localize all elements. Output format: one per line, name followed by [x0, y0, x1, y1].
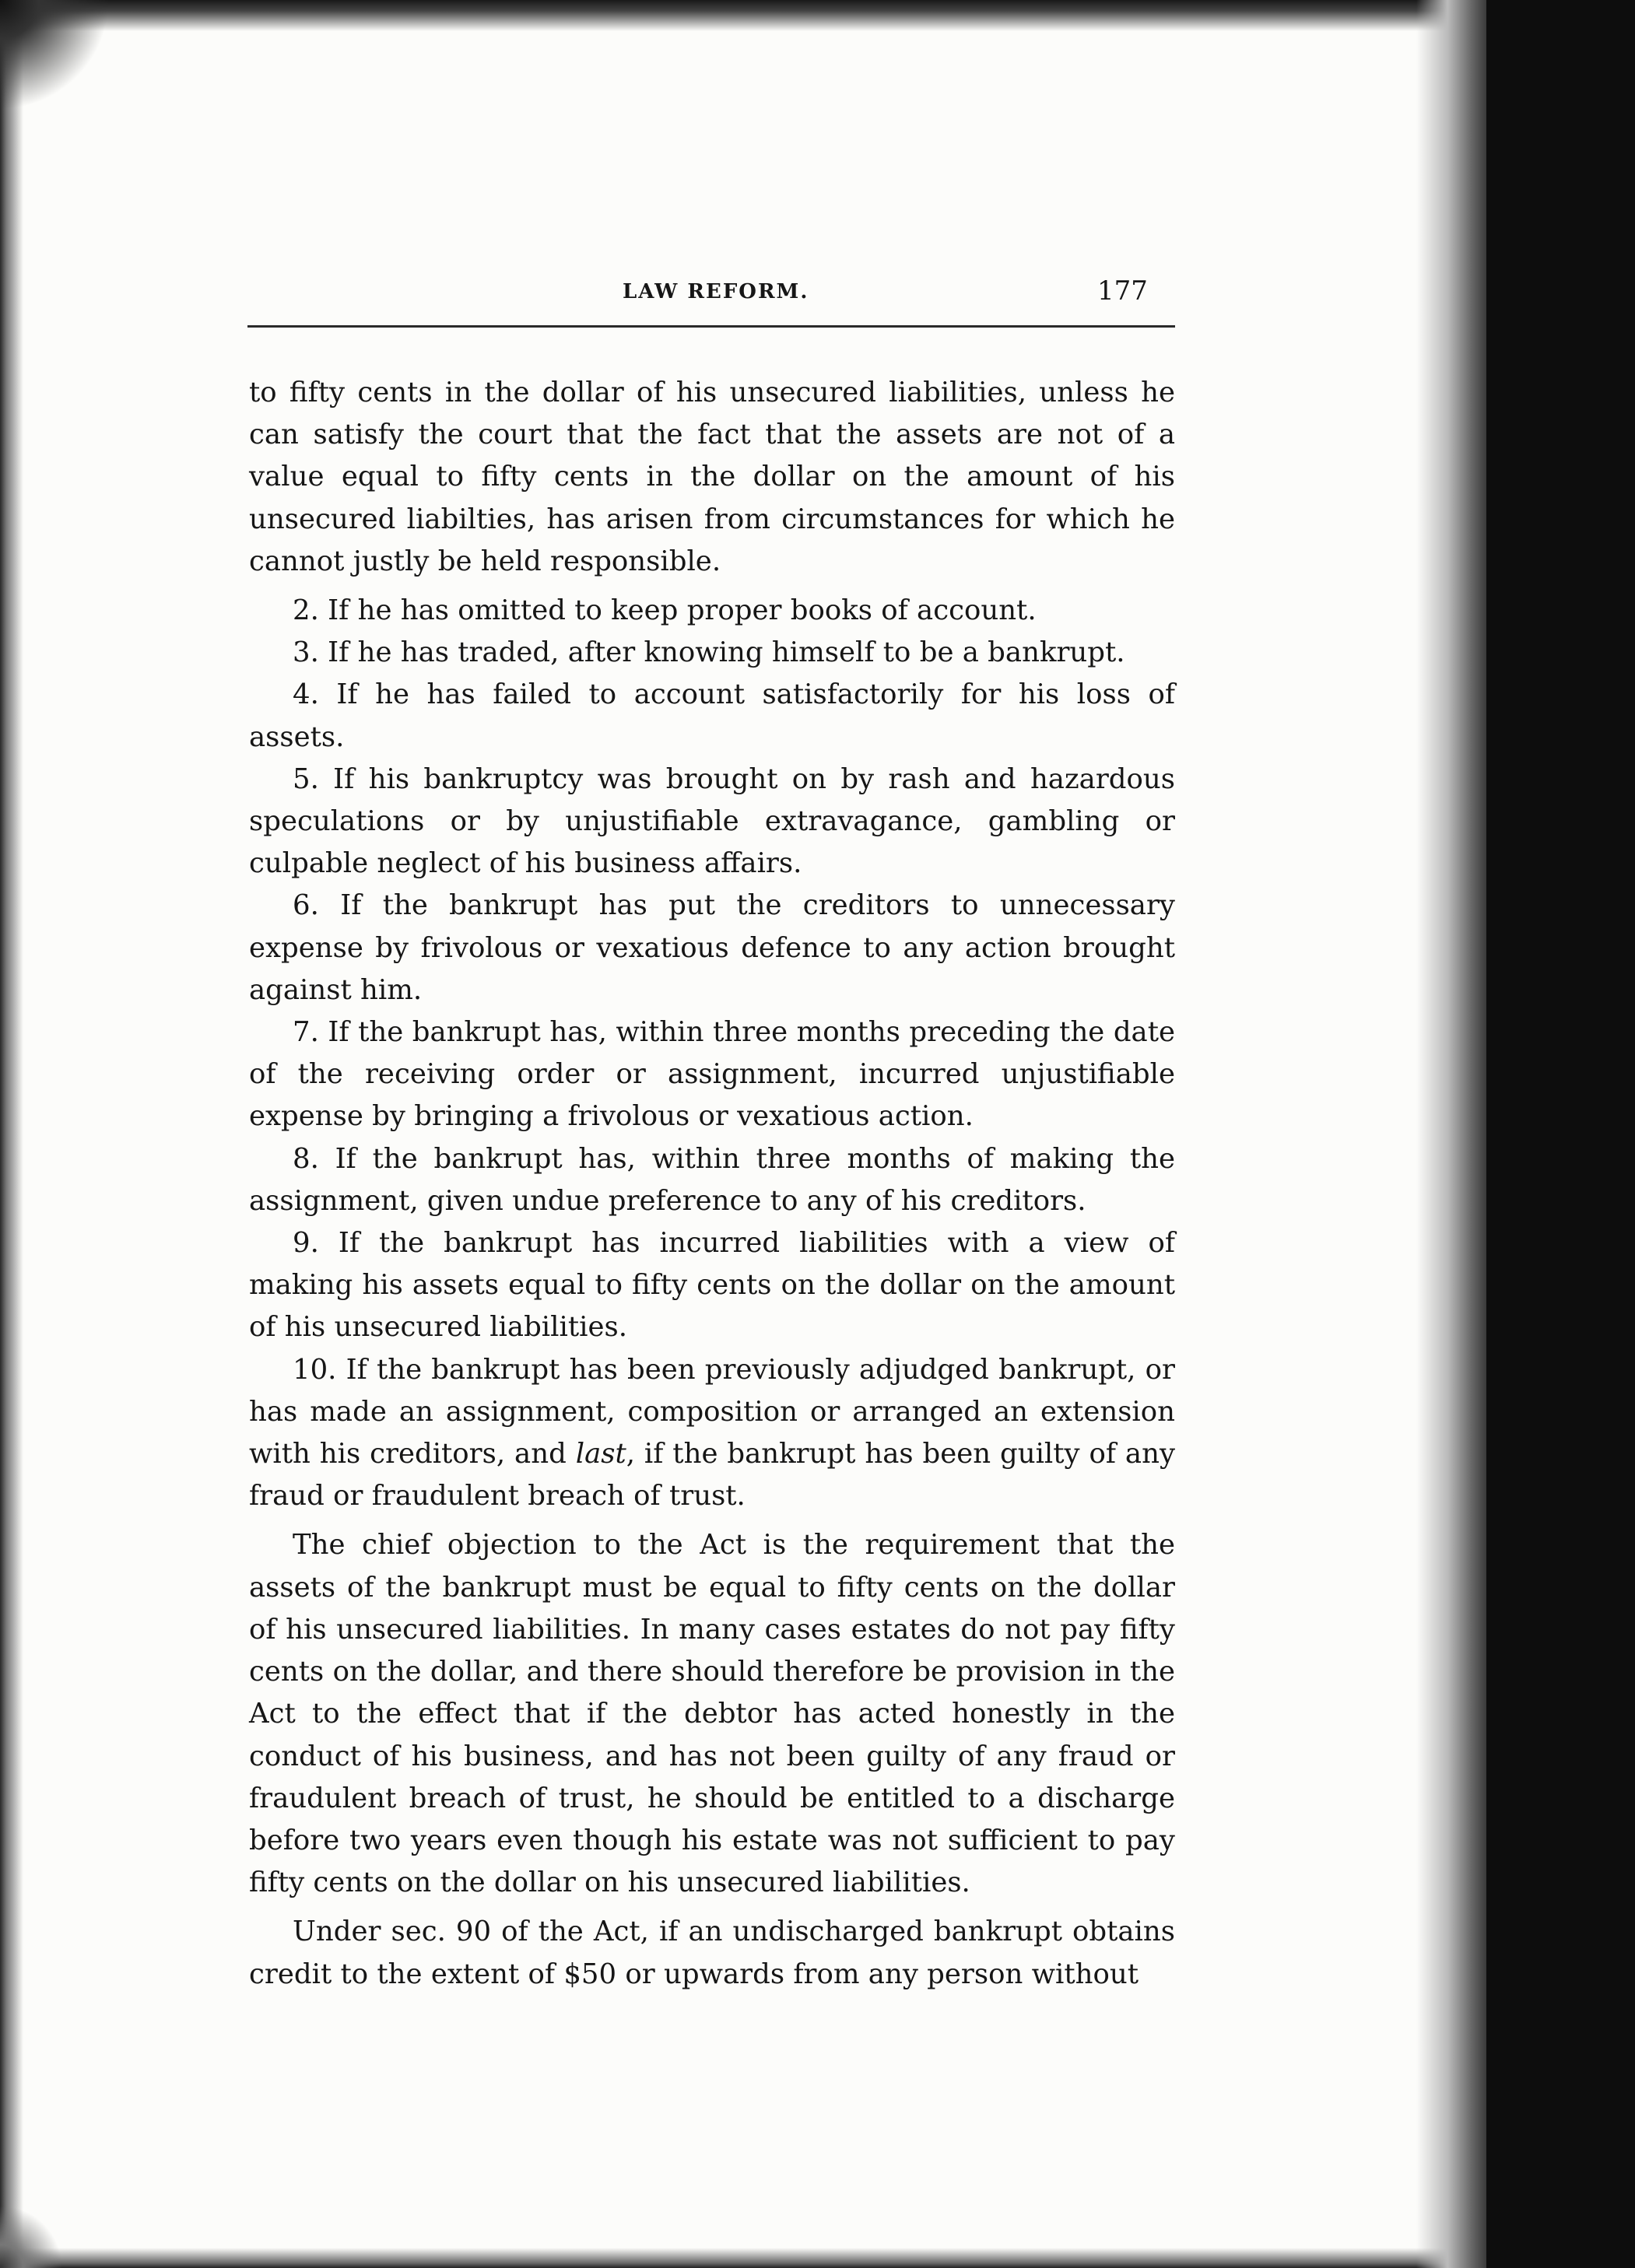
page-corner-shadow [0, 0, 117, 117]
list-item-5: 5. If his bankruptcy was brought on by rash and hazardous speculations or by unjustifiable extravagance, gambling or culpable neglect of his business affairs. [249, 762, 1175, 880]
list-item-7: 7. If the bankrupt has, within three months preceding the date of the receiving order or assignment, incurred unjustifiable expense by bringing a frivolous or vexatious action. [249, 1016, 1175, 1133]
body-text [249, 372, 1175, 1996]
page-bottom-edge [0, 2248, 1635, 2268]
list-item-8: 8. If the bankrupt has, within three months of making the assignment, given undue preference to any of his creditors. [249, 1142, 1175, 1217]
book-spine [1486, 0, 1635, 2268]
header-rule [247, 325, 1175, 328]
page-number: 177 [1097, 275, 1148, 307]
paragraph-section-90: Under sec. 90 of the Act, if an undischarged bankrupt obtains credit to the extent of $50 or upwards from any person without [249, 1916, 1175, 1990]
list-item-10-text-a: 10. If the bankrupt has been previously adjudged bankrupt, or has made an assignment, composition or arranged an extension with his creditors, and [249, 1353, 1175, 1471]
list-item-10 [249, 1349, 1175, 1518]
paragraph-objection: The chief objection to the Act is the requirement that the assets of the bankrupt must be equal to fifty cents on the dollar of his unsecured liabilities. In many cases estates do not pay fifty cents on the dollar, and there should therefore be provision in the Act to the effect that if the debtor has acted honestly in the conduct of his business, and has not been guilty of any fraud or fraudulent breach of trust, he should be entitled to a discharge before two years even though his estate was not sufficient to pay fifty cents on the dollar on his unsecured liabilities. [249, 1529, 1175, 1899]
list-item-4: 4. If he has failed to account satisfactorily for his loss of assets. [249, 678, 1175, 753]
running-head: LAW REFORM. [623, 280, 809, 303]
page-corner-shadow-bottom [0, 2206, 156, 2268]
list-item-6: 6. If the bankrupt has put the creditors to unnecessary expense by frivolous or vexatious defence to any action brought against him. [249, 889, 1175, 1006]
list-item-3: 3. If he has traded, after knowing himself to be a bankrupt. [293, 636, 1125, 669]
page-top-edge [0, 0, 1635, 31]
list-item-9: 9. If the bankrupt has incurred liabilities with a view of making his assets equal to fifty cents on the dollar on the amount of his unsecured liabilities. [249, 1227, 1175, 1344]
gutter-shadow [1416, 0, 1486, 2268]
list-item-2: 2. If he has omitted to keep proper books of account. [293, 594, 1037, 627]
list-item-10-text-b: , if the bankrupt has been guilty of any fraud or fraudulent breach of trust. [249, 1438, 1175, 1513]
page-left-edge [0, 0, 23, 2268]
italic-term: last [575, 1438, 626, 1471]
paragraph-continued: to fifty cents in the dollar of his unsecured liabilities, unless he can satisfy the court that the fact that the assets are not of a value equal to fifty cents in the dollar on the amount of his unsecured liabilties, has arisen from circumstances for which he cannot justly be held responsible. [249, 377, 1175, 577]
